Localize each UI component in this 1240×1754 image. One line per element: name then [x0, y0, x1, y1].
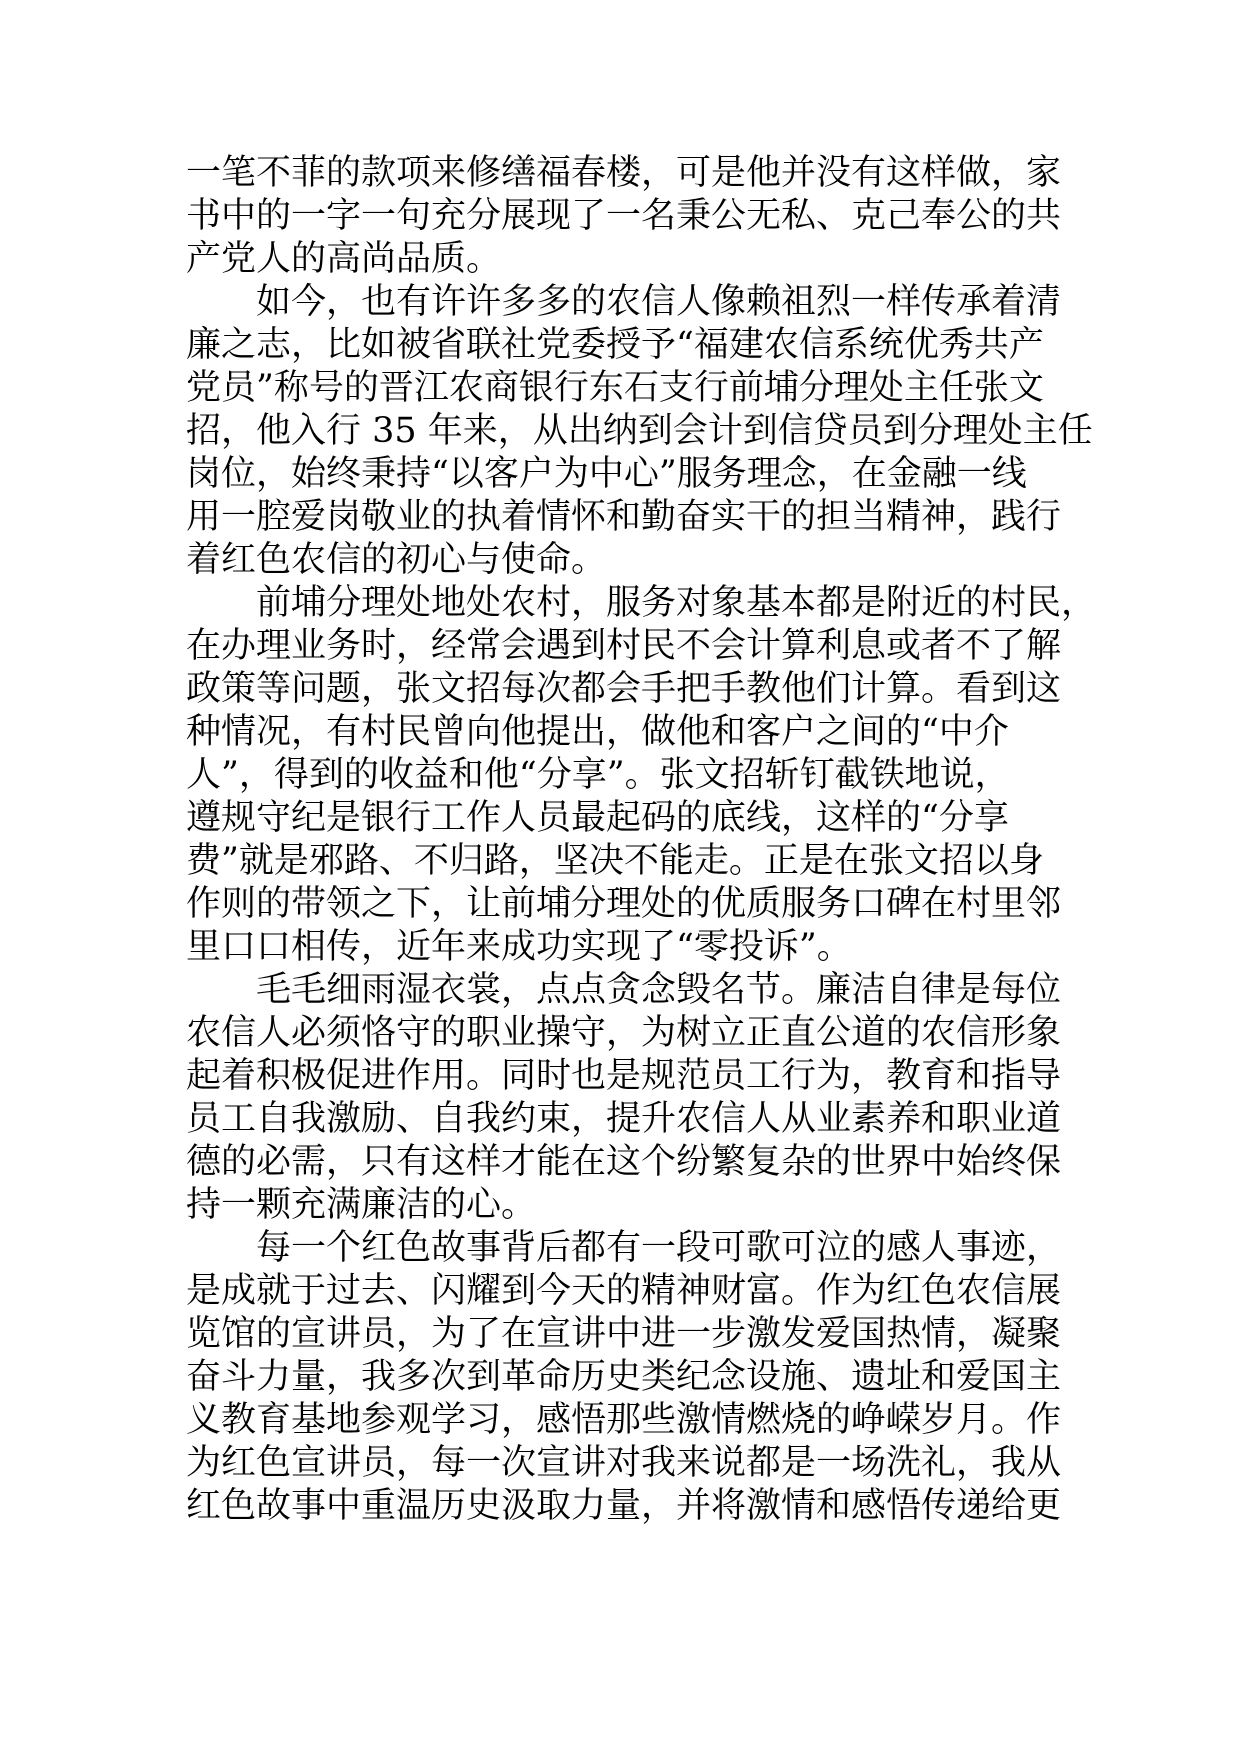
text-line: 员工自我激励、自我约束，提升农信人从业素养和职业道 — [186, 1099, 1062, 1139]
text-line: 书中的一字一句充分展现了一名秉公无私、克己奉公的共 — [186, 196, 1062, 236]
text-line: 作则的带领之下，让前埔分理处的优质服务口碑在村里邻 — [186, 884, 1062, 924]
text-line: 农信人必须恪守的职业操守，为树立正直公道的农信形象 — [186, 1013, 1062, 1053]
text-line: 每一个红色故事背后都有一段可歌可泣的感人事迹， — [186, 1228, 1062, 1268]
text-line: 前埔分理处地处农村，服务对象基本都是附近的村民， — [186, 583, 1097, 623]
text-line: 起着积极促进作用。同时也是规范员工行为，教育和指导 — [186, 1056, 1062, 1096]
text-line: 政策等问题，张文招每次都会手把手教他们计算。看到这 — [186, 669, 1062, 709]
text-line: 招，他入行 35 年来，从出纳到会计到信贷员到分理处主任 — [186, 411, 1093, 451]
text-line: 为红色宣讲员，每一次宣讲对我来说都是一场洗礼，我从 — [186, 1443, 1062, 1483]
paragraph-4 — [186, 969, 1066, 1227]
text-line: 一笔不菲的款项来修缮福春楼，可是他并没有这样做，家 — [186, 153, 1062, 193]
text-line: 在办理业务时，经常会遇到村民不会计算利息或者不了解 — [186, 626, 1062, 666]
text-line: 岗位，始终秉持“以客户为中心”服务理念，在金融一线 — [186, 454, 1027, 494]
text-line: 持一颗充满廉洁的心。 — [186, 1185, 537, 1225]
text-line: 人”，得到的收益和他“分享”。张文招斩钉截铁地说， — [186, 755, 1010, 795]
text-line: 种情况，有村民曾向他提出，做他和客户之间的“中介 — [186, 712, 1009, 752]
text-line: 奋斗力量，我多次到革命历史类纪念设施、遗址和爱国主 — [186, 1357, 1062, 1397]
text-line: 毛毛细雨湿衣裳，点点贪念毁名节。廉洁自律是每位 — [186, 970, 1062, 1010]
text-line: 是成就于过去、闪耀到今天的精神财富。作为红色农信展 — [186, 1271, 1062, 1311]
paragraph-1 — [186, 152, 1066, 281]
text-line: 如今，也有许许多多的农信人像赖祖烈一样传承着清 — [186, 282, 1062, 322]
paragraph-2 — [186, 281, 1093, 582]
text-line: 党员”称号的晋江农商银行东石支行前埔分理处主任张文 — [186, 368, 1044, 408]
paragraph-5 — [186, 1227, 1066, 1528]
text-line: 廉之志，比如被省联社党委授予“福建农信系统优秀共产 — [186, 325, 1044, 365]
text-line: 义教育基地参观学习，感悟那些激情燃烧的峥嵘岁月。作 — [186, 1400, 1062, 1440]
text-line: 遵规守纪是银行工作人员最起码的底线，这样的“分享 — [186, 798, 1009, 838]
text-line: 红色故事中重温历史汲取力量，并将激情和感悟传递给更 — [186, 1486, 1062, 1526]
text-line: 着红色农信的初心与使命。 — [186, 540, 607, 580]
body-text — [186, 152, 1097, 1528]
paragraph-3 — [186, 582, 1097, 969]
text-line: 用一腔爱岗敬业的执着情怀和勤奋实干的担当精神，践行 — [186, 497, 1062, 537]
text-line: 产党人的高尚品质。 — [186, 239, 502, 279]
text-line: 德的必需，只有这样才能在这个纷繁复杂的世界中始终保 — [186, 1142, 1062, 1182]
text-line: 费”就是邪路、不归路，坚决不能走。正是在张文招以身 — [186, 841, 1044, 881]
text-line: 览馆的宣讲员，为了在宣讲中进一步激发爱国热情，凝聚 — [186, 1314, 1062, 1354]
text-line: 里口口相传，近年来成功实现了“零投诉”。 — [186, 927, 852, 967]
